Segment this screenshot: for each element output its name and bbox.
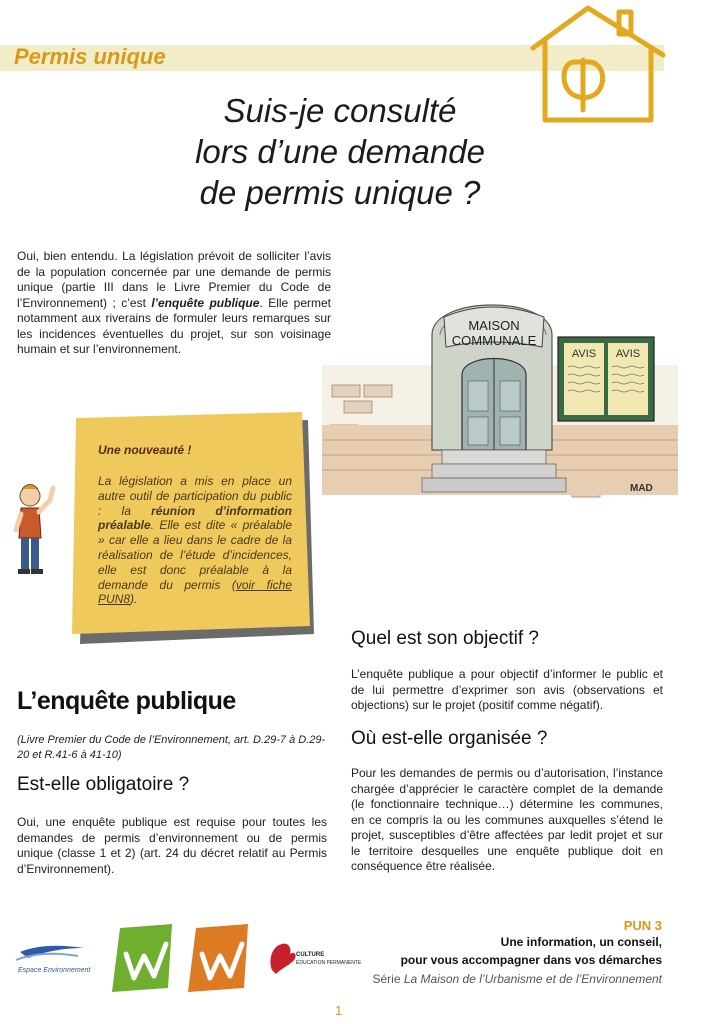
note-link-pun8[interactable]: voir fiche PUN8 (98, 577, 292, 607)
question-objectif: Quel est son objectif ? (351, 628, 539, 649)
question-organisation: Où est-elle organisée ? (351, 728, 548, 749)
footer-series-prefix: Série (372, 972, 404, 986)
page-number: 1 (335, 1003, 343, 1018)
footer-series (373, 972, 663, 986)
question-obligatoire: Est-elle obligatoire ? (17, 774, 190, 795)
legal-reference: (Livre Premier du Code de l’Environnement, art. D.29-7 à D.29-20 et R.41-6 à 41-10) (17, 734, 326, 761)
intro-paragraph (17, 249, 331, 358)
sign-line-1: MAISON (468, 318, 520, 333)
series-title: Permis unique (14, 44, 166, 69)
note-emphasis: réunion d’information préalable (98, 503, 293, 533)
intro-text-before: Oui, bien entendu. La législation prévoit de solliciter l’avis de la population concernée par une demande de permis unique (partie III dans le Livre Premier du Code de l’Environnement) ; c’est (17, 249, 331, 310)
answer-objectif: L’enquête publique a pour objectif d’informer le public et de lui permettre d’exprimer son avis (observations et objections) sur le projet (positif comme négatif). (351, 667, 663, 712)
note-text-middle: . Elle est dite « préalable » car elle a lieu dans le cadre de la réalisation de l’étude d’incidences, elle est donc préalable à la demande du permis ( (98, 518, 292, 592)
wallonia-orange-logo (188, 924, 252, 992)
pointing-person-illustration (10, 480, 56, 576)
logo-4-line-2: ÉDUCATION PERMANENTE (296, 960, 362, 966)
culture-education-permanente-logo (266, 940, 362, 980)
title-line-1: Suis-je consulté (223, 92, 457, 129)
title-line-3: de permis unique ? (199, 174, 481, 211)
espace-environnement-logo (14, 938, 96, 978)
sign-line-2: COMMUNALE (451, 333, 537, 348)
artist-signature: MAD (630, 483, 653, 494)
answer-obligatoire: Oui, une enquête publique est requise pour toutes les demandes de permis d’environnement ou de permis unique (classe 1 et 2) (art. 24 du décret relatif au Permis d’Environnement). (17, 815, 327, 876)
note-text-after: ). (130, 592, 138, 607)
footer-tagline-1: Une information, un conseil, (500, 935, 662, 949)
title-line-2: lors d’une demande (195, 133, 485, 170)
intro-emphasis: l’enquête publique (151, 295, 260, 310)
section-heading-enquete: L’enquête publique (17, 687, 236, 715)
page-title (100, 90, 580, 213)
document-code: PUN 3 (623, 918, 662, 933)
logo-4-line-1: CULTURE (296, 952, 325, 958)
poster-2: AVIS (615, 348, 641, 360)
answer-organisation: Pour les demandes de permis ou d’autorisation, l’instance chargée d’apprécier le caractère complet de la demande (le fonctionnaire technique…) détermine les communes, en ce compris la ou les communes auxquelles s’étend le projet, susceptibles d’être affectées par ledit projet et sur le territoire desquelles une enquête publique doit en conséquence être réalisée. (351, 766, 663, 873)
intro-text-after: . Elle permet notamment aux riverains de formuler leurs remarques sur les incidences éventuelles du projet, sur son voisinage humain et sur l’environnement. (17, 295, 331, 356)
poster-1: AVIS (571, 348, 597, 360)
logo-1-text: Espace Environnement (18, 967, 91, 974)
note-heading: Une nouveauté ! (98, 443, 192, 457)
town-hall-illustration (322, 275, 678, 515)
footer-series-name: La Maison de l’Urbanisme et de l’Environnement (403, 972, 662, 986)
note-text-before: La législation a mis en place un autre outil de participation du public : la (98, 474, 292, 518)
footer-tagline-2: pour vous accompagner dans vos démarches (400, 953, 662, 967)
wallonia-green-logo (112, 924, 176, 992)
note-body (98, 474, 292, 607)
